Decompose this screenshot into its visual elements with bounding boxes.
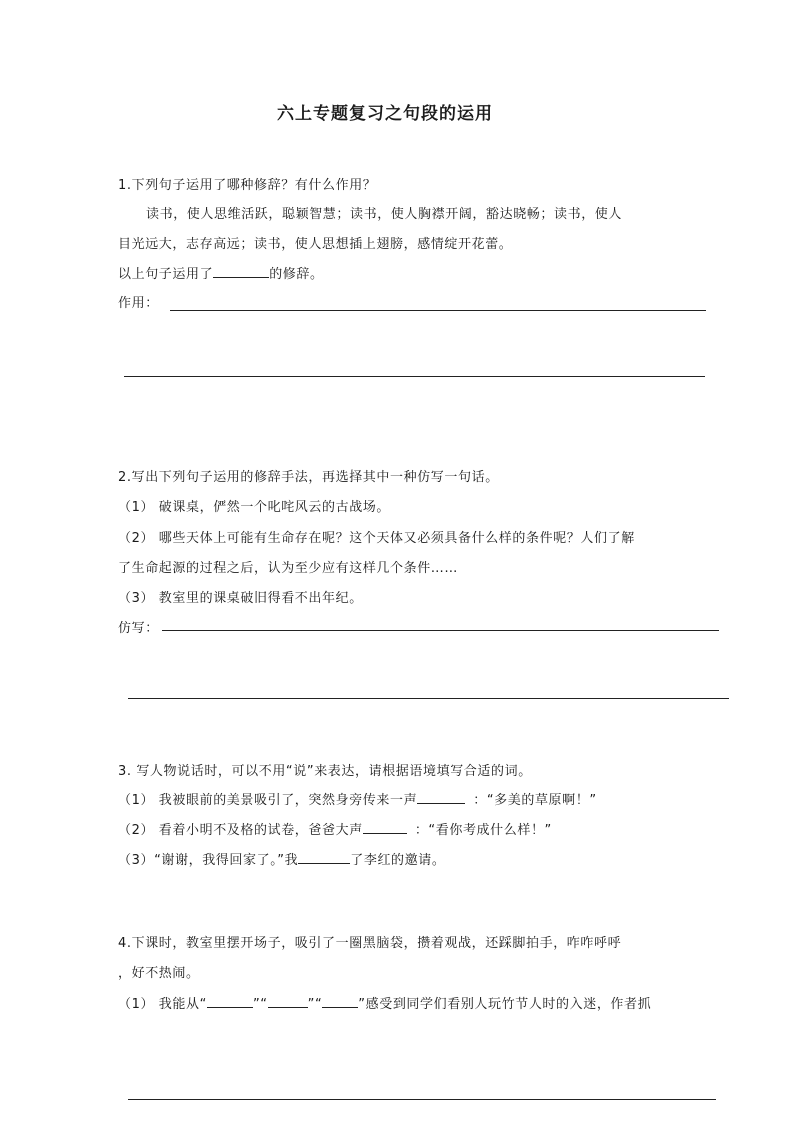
page-title: 六上专题复习之句段的运用 [277,104,493,124]
q2-imitate-label: 仿写： [118,621,159,636]
q3-item2 [118,819,552,838]
q2-item2-line2: 了生命起源的过程之后，认为至少应有这样几个条件…… [118,561,459,576]
q1-question: 1.下列句子运用了哪种修辞？有什么作用？ [118,178,377,193]
q4-question-line2: ，好不热闹。 [118,966,200,981]
q1-fill-sentence [118,263,324,282]
q4-item1-blank-2[interactable] [268,995,308,1008]
q1-answer-line-2[interactable] [124,376,705,377]
q3-item3 [118,849,445,868]
q3-question: 3. 写人物说话时，可以不用“说”来表达，请根据语境填写合适的词。 [118,764,532,779]
q3-item1 [118,789,597,808]
q4-item1-suffix: ”感受到同学们看别人玩竹节人时的入迷，作者抓 [358,997,652,1012]
q1-fill-prefix: 以上句子运用了 [118,267,214,282]
q3-item1-prefix: （1） 我被眼前的美景吸引了，突然身旁传来一声 [118,793,418,808]
q3-item1-blank[interactable] [417,791,465,804]
q2-item2-line1: （2） 哪些天体上可能有生命存在呢？这个天体又必须具备什么样的条件呢？人们了解 [118,531,635,546]
q4-item1-blank-3[interactable] [322,995,358,1008]
q4-item1-mid-1: ”“ [252,997,268,1012]
q3-item2-suffix: ：“看你考成什么样！” [414,823,552,838]
q2-item3: （3） 教室里的课桌破旧得看不出年纪。 [118,591,363,606]
q1-effect-label: 作用： [118,296,159,311]
q2-item1: （1） 破课桌，俨然一个叱咤风云的古战场。 [118,500,391,515]
q2-answer-line-2[interactable] [128,698,729,699]
q3-item2-prefix: （2） 看着小明不及格的试卷，爸爸大声 [118,823,363,838]
q4-item1-prefix: （1） 我能从“ [118,997,207,1012]
q4-answer-line-1[interactable] [128,1099,716,1100]
q1-fill-suffix: 的修辞。 [269,267,324,282]
q4-item1 [118,993,651,1012]
q2-answer-line-1[interactable] [162,630,719,631]
q4-item1-mid-2: ”“ [307,997,323,1012]
q3-item1-suffix: ：“多美的草原啊！” [473,793,597,808]
q3-item3-prefix: （3）“谢谢，我得回家了。”我 [118,853,299,868]
q2-question: 2.写出下列句子运用的修辞手法，再选择其中一种仿写一句话。 [118,470,499,485]
q4-question-line1: 4.下课时，教室里摆开场子，吸引了一圈黑脑袋，攒着观战，还踩脚拍手，咋咋呼呼 [118,936,622,951]
q4-item1-blank-1[interactable] [207,995,253,1008]
q3-item2-blank[interactable] [363,821,407,834]
q3-item3-blank[interactable] [298,851,350,864]
q1-answer-line-1[interactable] [170,310,706,311]
q3-item3-suffix: 了李红的邀请。 [350,853,446,868]
q1-passage-line1: 读书，使人思维活跃，聪颖智慧；读书，使人胸襟开阔，豁达晓畅；读书，使人 [146,207,623,222]
q1-passage-line2: 目光远大，志存高远；读书，使人思想插上翅膀，感情绽开花蕾。 [118,237,513,252]
q1-rhetoric-blank[interactable] [213,265,269,278]
